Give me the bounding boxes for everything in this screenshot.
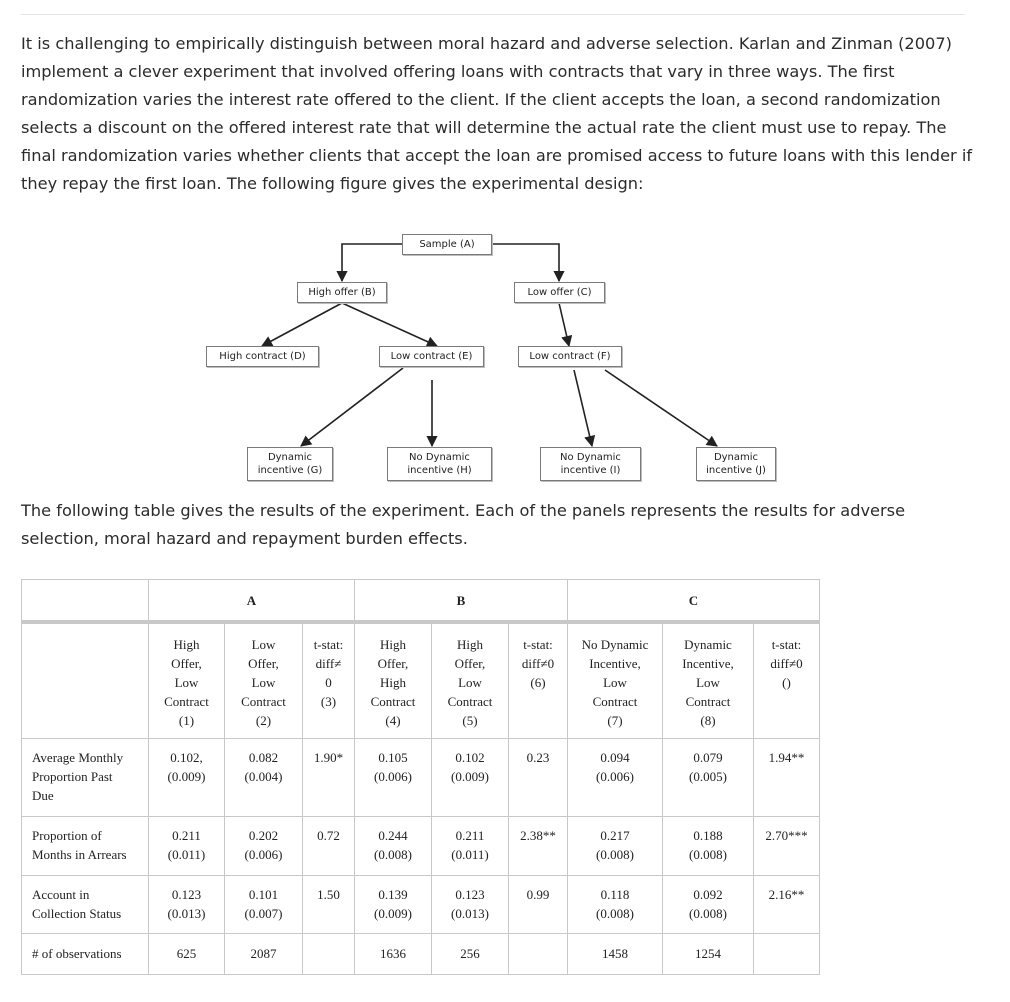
table-cell xyxy=(225,816,303,875)
table-cell xyxy=(303,933,355,974)
table-cell-line: (0.009) xyxy=(451,768,489,784)
table-cell-line: 1.94** xyxy=(768,749,805,765)
column-header-5-line: Offer, xyxy=(454,656,486,671)
table-cell xyxy=(568,875,663,933)
table-cell-line: 625 xyxy=(176,946,197,961)
arrow-sample-to-low-offer xyxy=(492,244,559,281)
table-cell xyxy=(663,738,754,816)
column-header-4-line: Offer, xyxy=(377,656,409,671)
table-cell-line: 0.082 xyxy=(248,749,279,765)
table-cell-line: 256 xyxy=(460,946,480,961)
column-header-1-line: Contract xyxy=(164,694,209,709)
table-cell-line: 0.102 xyxy=(455,749,485,765)
column-header-5-line: Low xyxy=(458,675,482,690)
arrow-high-offer-to-low-contract-e xyxy=(342,303,437,346)
table-cell-line: (0.008) xyxy=(596,846,634,862)
column-header-8-line: (8) xyxy=(700,713,716,728)
column-header-7-line: (7) xyxy=(607,713,623,728)
table-cell-line: (0.005) xyxy=(689,768,727,784)
arrow-low-offer-to-low-contract-f xyxy=(559,303,569,346)
column-header-7-line: Low xyxy=(603,675,627,690)
table-cell xyxy=(568,738,663,816)
table-cell-line: 0.211 xyxy=(455,827,485,843)
row-label-line: Account in xyxy=(32,886,90,902)
column-header-2-line: Low xyxy=(251,675,276,690)
table-cell-line: 1254 xyxy=(695,946,721,961)
column-header-6 xyxy=(509,622,568,738)
table-cell-line: 0.123 xyxy=(171,886,202,902)
column-header-7-line: Contract xyxy=(592,694,638,709)
row-label xyxy=(22,738,149,816)
row-label-line: Average Monthly xyxy=(32,749,124,765)
table-cell xyxy=(509,933,568,974)
table-cell-line: 0.188 xyxy=(693,827,723,843)
table-cell xyxy=(663,875,754,933)
node-dynamic-incentive-g: Dynamic incentive (G) xyxy=(247,447,333,481)
intro-paragraph: It is challenging to empirically distinguish between moral hazard and adverse selection. Karlan and Zinman (2007) implement a clever experiment that involved offering loans with contracts that vary in three ways. The first randomization varies the interest rate offered to the client. If the client accepts the loan, a second randomization selects a discount on the offered interest rate that will determine the actual rate the client must use to repay. The final randomization varies whether clients that accept the loan are promised access to future loans with this lender if they repay the first loan. The following figure gives the experimental design: xyxy=(21,34,973,193)
table-cell-line: 0.079 xyxy=(693,749,723,765)
corner-cell xyxy=(22,580,149,623)
column-header-5 xyxy=(432,622,509,738)
table-cell xyxy=(303,875,355,933)
diagram-arrows xyxy=(0,225,1010,490)
table-row xyxy=(22,875,820,933)
table-cell-line: 0.211 xyxy=(172,827,201,843)
table-cell-line: 2087 xyxy=(250,946,277,961)
column-header-6-line: (6) xyxy=(530,675,546,690)
results-table xyxy=(21,579,820,975)
table-cell xyxy=(754,816,820,875)
table-cell xyxy=(225,875,303,933)
row-label-line: Months in Arrears xyxy=(32,846,127,862)
table-cell xyxy=(355,738,432,816)
column-header-2-line: Offer, xyxy=(248,656,279,671)
arrow-high-offer-to-high-contract xyxy=(262,303,342,346)
table-cell xyxy=(509,738,568,816)
table-cell-line: (0.006) xyxy=(244,846,283,862)
table-cell-line: (0.004) xyxy=(244,768,283,784)
column-header-7-line: Incentive, xyxy=(589,656,641,671)
row-label xyxy=(22,816,149,875)
node-low-contract-e: Low contract (E) xyxy=(379,346,484,367)
table-cell-line: 0.244 xyxy=(378,827,408,843)
column-header-row xyxy=(22,622,820,738)
column-header-1-line: (1) xyxy=(178,713,195,728)
panel-header-row xyxy=(22,580,820,623)
column-header-4-line: High xyxy=(380,675,406,690)
node-no-dynamic-incentive-i: No Dynamic incentive (I) xyxy=(540,447,641,481)
table-row xyxy=(22,738,820,816)
row-label-header xyxy=(22,622,149,738)
table-cell xyxy=(355,816,432,875)
table-cell-line: 1.90* xyxy=(313,749,344,765)
table-cell-line: 0.118 xyxy=(600,886,630,902)
node-low-offer: Low offer (C) xyxy=(514,282,605,303)
table-cell xyxy=(432,875,509,933)
column-header-2-line: (2) xyxy=(255,713,272,728)
table-cell-line: 0.094 xyxy=(600,749,630,765)
column-header-3-line: (3) xyxy=(320,694,337,709)
table-cell xyxy=(225,933,303,974)
column-header-5-line: High xyxy=(457,637,483,652)
column-header-7 xyxy=(568,622,663,738)
column-header-1 xyxy=(149,622,225,738)
table-cell-line: 0.102, xyxy=(170,749,203,765)
table-cell-line: 0.23 xyxy=(526,749,550,765)
table-cell-line: (0.011) xyxy=(167,846,206,862)
row-label-line: Due xyxy=(32,787,54,803)
table-cell-line: (0.006) xyxy=(596,768,634,784)
table-cell-line: 0.217 xyxy=(600,827,630,843)
panel-c-header: C xyxy=(568,580,820,623)
table-cell-line: (0.009) xyxy=(167,768,206,784)
table-cell-line: 1.50 xyxy=(317,886,340,902)
arrow-low-contract-e-to-dynamic-g xyxy=(301,368,403,446)
panel-a-header: A xyxy=(149,580,355,623)
table-cell xyxy=(568,816,663,875)
table-cell xyxy=(568,933,663,974)
column-header-3-line: t-stat: xyxy=(313,637,344,652)
table-cell xyxy=(432,738,509,816)
column-header-4-line: (4) xyxy=(385,713,401,728)
table-cell-line: 0.99 xyxy=(526,886,550,902)
row-label xyxy=(22,875,149,933)
table-cell xyxy=(225,738,303,816)
experimental-design-diagram xyxy=(0,225,1010,490)
table-cell-line: (0.013) xyxy=(167,905,206,921)
top-divider xyxy=(21,14,965,15)
column-header-3 xyxy=(303,622,355,738)
column-header-3-line: diff≠ xyxy=(315,656,342,671)
table-cell xyxy=(754,738,820,816)
column-header-6-line: diff≠0 xyxy=(521,656,555,671)
column-header-2-line: Contract xyxy=(241,694,286,709)
row-label-line: Proportion of xyxy=(32,827,102,843)
table-cell-line: 2.70*** xyxy=(765,827,808,843)
column-header-4 xyxy=(355,622,432,738)
table-cell xyxy=(663,816,754,875)
table-cell xyxy=(149,875,225,933)
column-header-9-line: () xyxy=(782,675,791,690)
column-header-8-line: Dynamic xyxy=(684,637,732,652)
column-header-9-line: t-stat: xyxy=(771,637,802,652)
column-header-6-line: t-stat: xyxy=(523,637,553,652)
table-cell xyxy=(509,816,568,875)
table-row xyxy=(22,933,820,974)
panel-b-header: B xyxy=(355,580,568,623)
table-cell xyxy=(432,933,509,974)
column-header-4-line: High xyxy=(380,637,406,652)
column-header-2 xyxy=(225,622,303,738)
arrow-low-contract-f-to-no-dynamic-i xyxy=(574,370,592,446)
table-cell-line: (0.008) xyxy=(689,905,727,921)
table-cell-line: 0.123 xyxy=(455,886,485,902)
table-cell-line: 0.72 xyxy=(317,827,340,843)
column-header-7-line: No Dynamic xyxy=(581,637,649,652)
column-header-9 xyxy=(754,622,820,738)
table-cell-line: 0.202 xyxy=(248,827,279,843)
table-cell-line: 0.101 xyxy=(248,886,279,902)
column-header-4-line: Contract xyxy=(370,694,416,709)
table-cell xyxy=(303,816,355,875)
column-header-5-line: (5) xyxy=(462,713,478,728)
table-cell-line: 0.092 xyxy=(693,886,723,902)
table-cell xyxy=(432,816,509,875)
table-cell xyxy=(149,816,225,875)
node-high-contract: High contract (D) xyxy=(206,346,319,367)
table-cell-line: (0.008) xyxy=(689,846,727,862)
table-cell-line: (0.007) xyxy=(244,905,283,921)
column-header-8 xyxy=(663,622,754,738)
table-cell-line: (0.011) xyxy=(451,846,489,862)
table-cell-line: 1636 xyxy=(380,946,406,961)
table-cell xyxy=(303,738,355,816)
table-cell-line: 1458 xyxy=(602,946,628,961)
column-header-9-line: diff≠0 xyxy=(770,656,803,671)
node-high-offer: High offer (B) xyxy=(297,282,387,303)
table-cell-line: (0.008) xyxy=(374,846,412,862)
column-header-8-line: Contract xyxy=(685,694,731,709)
row-label-line: Collection Status xyxy=(32,905,122,921)
table-cell xyxy=(754,875,820,933)
table-cell xyxy=(355,875,432,933)
column-header-1-line: High xyxy=(173,637,200,652)
column-header-2-line: Low xyxy=(251,637,276,652)
table-cell xyxy=(149,933,225,974)
table-cell xyxy=(149,738,225,816)
table-cell-line: (0.013) xyxy=(451,905,489,921)
column-header-8-line: Incentive, xyxy=(682,656,734,671)
row-label-line: # of observations xyxy=(32,946,122,961)
table-row xyxy=(22,816,820,875)
column-header-3-line: 0 xyxy=(325,675,332,690)
row-label xyxy=(22,933,149,974)
table-cell-line: (0.009) xyxy=(374,905,412,921)
column-header-5-line: Contract xyxy=(447,694,493,709)
table-intro-paragraph: The following table gives the results of the experiment. Each of the panels represents the results for adverse selection, moral hazard and repayment burden effects. xyxy=(21,501,906,548)
table-cell-line: 0.105 xyxy=(378,749,408,765)
node-no-dynamic-incentive-h: No Dynamic incentive (H) xyxy=(387,447,492,481)
row-label-line: Proportion Past xyxy=(32,768,113,784)
node-sample: Sample (A) xyxy=(402,234,492,255)
table-cell-line: 0.139 xyxy=(378,886,408,902)
column-header-1-line: Offer, xyxy=(171,656,202,671)
table-cell xyxy=(355,933,432,974)
table-cell-line: (0.008) xyxy=(596,905,634,921)
table-cell-line: (0.006) xyxy=(374,768,412,784)
arrow-sample-to-high-offer xyxy=(342,244,402,281)
arrow-low-contract-f-to-dynamic-j xyxy=(605,370,717,446)
table-cell xyxy=(754,933,820,974)
table-cell xyxy=(663,933,754,974)
column-header-1-line: Low xyxy=(174,675,199,690)
table-cell-line: 2.38** xyxy=(520,827,556,843)
table-cell-line: 2.16** xyxy=(768,886,805,902)
node-low-contract-f: Low contract (F) xyxy=(518,346,622,367)
column-header-8-line: Low xyxy=(696,675,720,690)
table-cell xyxy=(509,875,568,933)
node-dynamic-incentive-j: Dynamic incentive (J) xyxy=(696,447,776,481)
